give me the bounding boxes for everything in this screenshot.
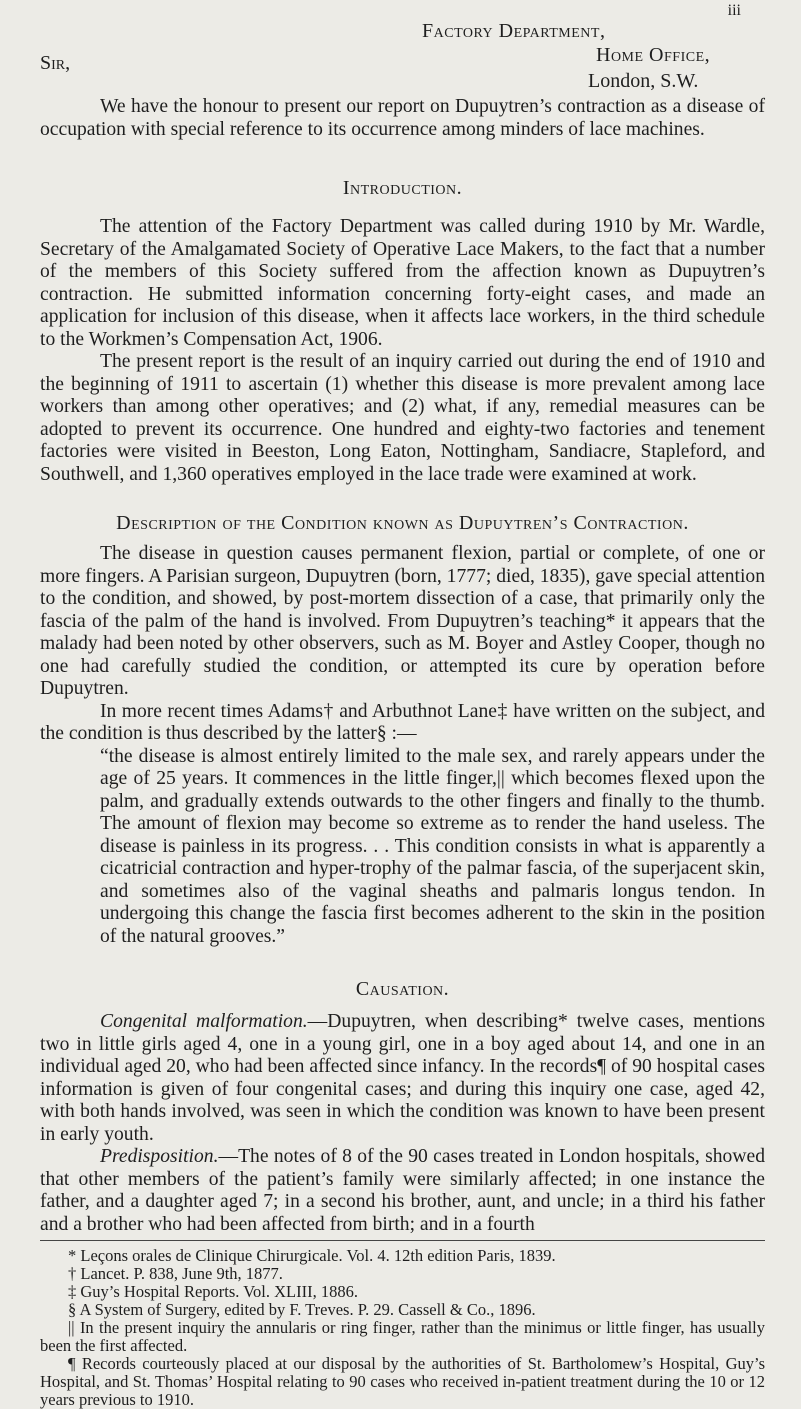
description-paragraph-1: The disease in question causes permanent flexion, partial or complete, of one or more fingers. A Parisian surgeon, Dupuytren (born, 1777; died, 1835), gave special attention to the condition, and showed, by post-mortem dissection of a case, that primarily only the fascia of the palm of the hand is involved. From Dupuytren’s teaching* it appears that the malady had been noted by other observers, such as M. Boyer and Astley Cooper, though no one had carefully studied the condition, or attempted its cure by operation before Dupuytren. (40, 543, 765, 699)
predisposition-paragraph (40, 1146, 765, 1236)
description-heading: Description of the Condition known as Dupuytren’s Contraction. (116, 512, 689, 534)
description-paragraph-2: In more recent times Adams† and Arbuthnot Lane‡ have written on the subject, and the condition is thus described by the latter§ :— (40, 700, 765, 744)
opening-paragraph: We have the honour to present our report on Dupuytren’s contraction as a disease of occupation with special reference to its occurrence among minders of lace machines. (40, 96, 765, 140)
congenital-paragraph (40, 1011, 765, 1146)
footnote-divider (40, 1240, 765, 1241)
intro-paragraph-2: The present report is the result of an inquiry carried out during the end of 1910 and the beginning of 1911 to ascertain (1) whether this disease is more prevalent among lace workers than among other operatives; and (2) what, if any, remedial measures can be adopted to prevent its occurrence. One hundred and eighty-two factories and tenement factories were visited in Beeston, Long Eaton, Nottingham, Sandiacre, Stapleford, and Southwell, and 1,360 operatives employed in the lace trade were examined at work. (40, 351, 765, 485)
introduction-heading: Introduction. (342, 177, 463, 199)
congenital-text: —Dupuytren, when describing* twelve cases, mentions two in little girls aged 4, one in a young girl, one in a boy aged about 14, and one in an individual aged 20, who had been affected since infancy. In the records¶ of 90 hospital cases information is given of four congenital cases; and during this inquiry one case, aged 42, with both hands involved, was seen in which the condition was known to have been present in early youth. (40, 1011, 765, 1145)
footnotes (40, 1247, 765, 1409)
predisposition-text: —The notes of 8 of the 90 cases treated in London hospitals, showed that other members of the patient’s family were similarly affected; in one instance the father, and a daughter aged 7; in a second his brother, aunt, and uncle; in a third his father and a brother who had been affected from birth; and in a fourth (40, 1146, 765, 1235)
footnote-2: † Lancet. P. 838, June 9th, 1877. (68, 1264, 283, 1283)
location-line: London, S.W. (588, 70, 699, 92)
intro-paragraph-1: The attention of the Factory Department was called during 1910 by Mr. Wardle, Secretary of the Amalgamated Society of Operative Lace Makers, to the fact that a number of the members of this Society suffered from the affection known as Dupuytren’s contraction. He submitted information concerning forty-eight cases, and made an application for inclusion of this disease, when it affects lace workers, in the third schedule to the Workmen’s Compensation Act, 1906. (40, 216, 765, 350)
salutation: Sir, (40, 52, 71, 74)
letter-header (40, 0, 765, 96)
congenital-label: Congenital malformation. (100, 1011, 308, 1032)
footnote-1: * Leçons orales de Clinique Chirurgicale. Vol. 4. 12th edition Paris, 1839. (68, 1246, 556, 1265)
page-number: iii (727, 2, 741, 19)
predisposition-label: Predisposition. (100, 1146, 219, 1167)
footnote-4: § A System of Surgery, edited by F. Treves. P. 29. Cassell & Co., 1896. (68, 1300, 536, 1319)
footnote-6: ¶ Records courteously placed at our disposal by the authorities of St. Bartholomew’s Hospital, Guy’s Hospital, and St. Thomas’ Hospital relating to 90 cases who received in-patient treatment during the 10 or 12 years previous to 1910. (40, 1354, 765, 1409)
office-line: Home Office, (596, 44, 711, 66)
footnote-5: || In the present inquiry the annularis or ring finger, rather than the minimus or little finger, has usually been the first affected. (40, 1318, 765, 1355)
footnote-3: ‡ Guy’s Hospital Reports. Vol. XLIII, 1886. (68, 1282, 358, 1301)
quotation-text: “the disease is almost entirely limited to the male sex, and rarely appears under the age of 25 years. It commences in the little finger,|| which becomes flexed upon the palm, and gradually extends outwards to the other fingers and finally to the thumb. The amount of flexion may become so extreme as to render the hand useless. The disease is painless in its progress. . . This condition consists in what is apparently a cicatricial contraction and hyper-trophy of the palmar fascia, of the superjacent skin, and sometimes also of the vaginal sheaths and palmaris longus tendon. In undergoing this change the fascia first becomes adherent to the skin in the position of the natural grooves.” (100, 745, 765, 947)
causation-heading: Causation. (355, 978, 450, 1000)
quotation-block (100, 746, 765, 949)
department-line: Factory Department, (422, 20, 606, 42)
